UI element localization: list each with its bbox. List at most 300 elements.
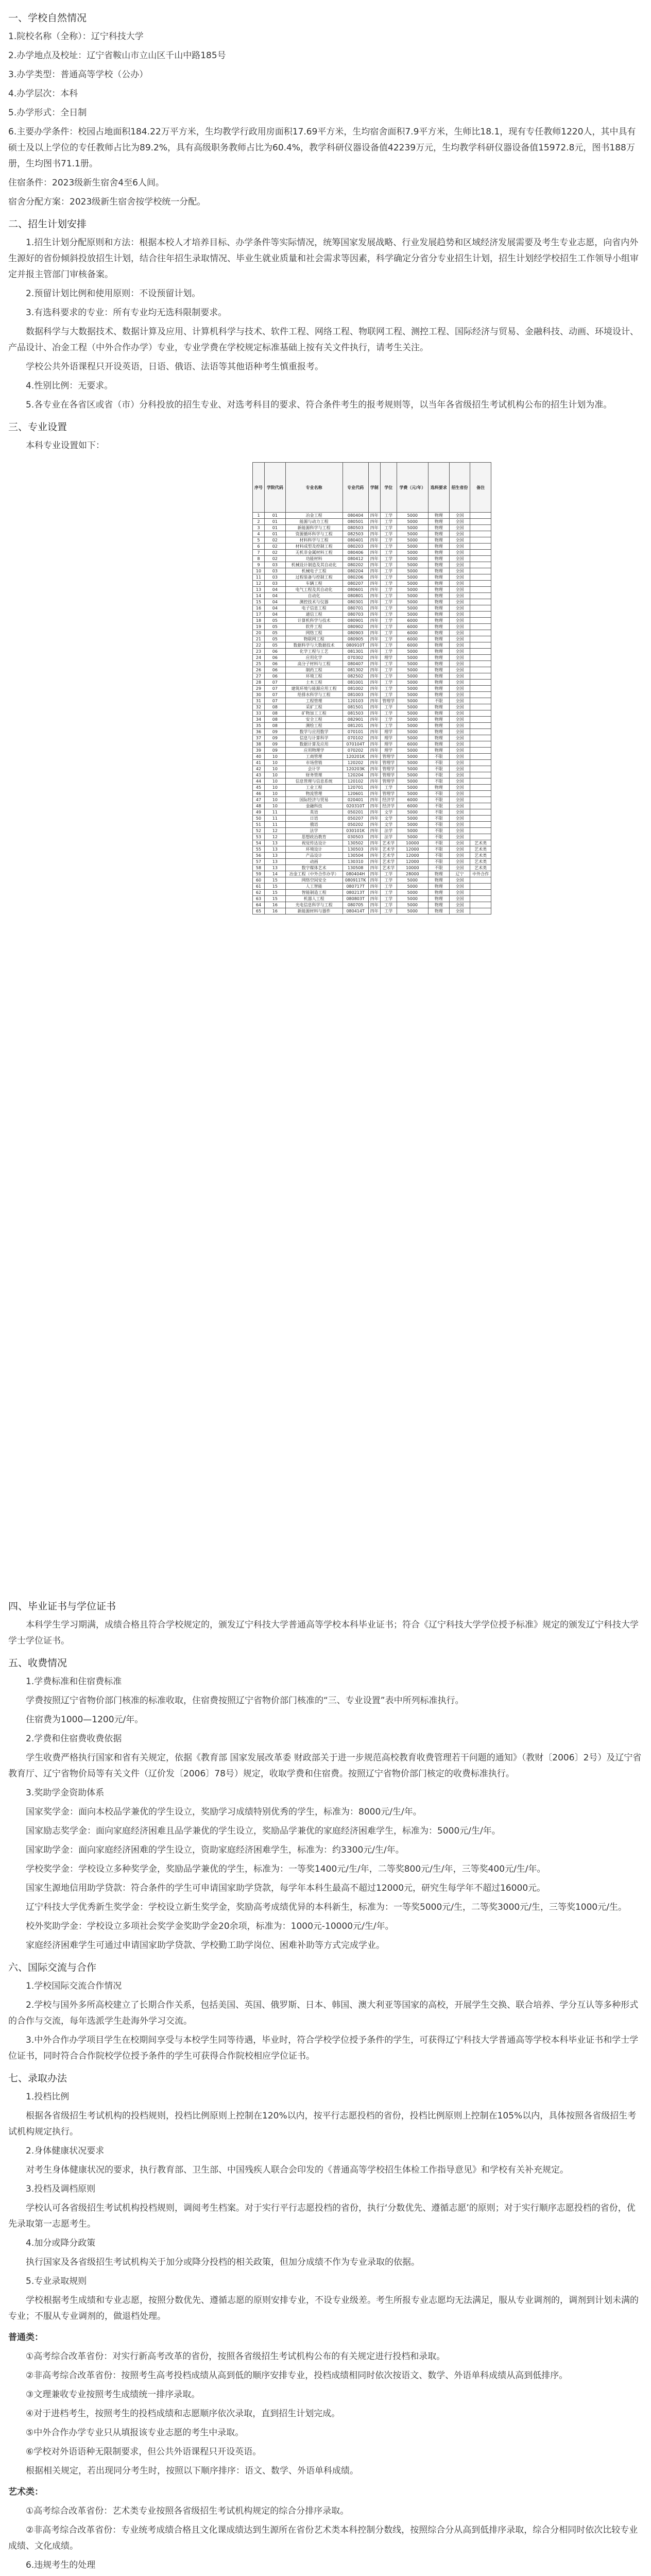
table-cell: 物理 (429, 908, 450, 914)
table-cell: 工学 (380, 587, 397, 593)
table-cell: 物理 (429, 574, 450, 581)
table-cell: 物理 (429, 785, 450, 791)
table-cell: 物理 (429, 704, 450, 710)
table-cell: 080911TK (342, 877, 368, 884)
school-address: 2.办学地点及校址：辽宁省鞍山市立山区千山中路185号 (8, 50, 226, 61)
table-cell: 5000 (397, 760, 428, 766)
table-cell: 5000 (397, 834, 428, 840)
table-cell: 功能材料 (285, 556, 342, 562)
admission-item: 2.身体健康状况要求 (26, 2146, 105, 2156)
table-row (253, 859, 491, 865)
table-cell (470, 556, 491, 562)
table-cell: 机械设计制造及其自动化 (285, 562, 342, 568)
table-cell: 全国 (449, 785, 470, 791)
table-cell: 080203 (342, 544, 368, 550)
table-cell: 国际经济与贸易 (285, 797, 342, 803)
table-cell: 四年 (368, 636, 380, 642)
plan-province: 5.各专业在各省区或省（市）分科投放的招生专业、对选考科目的要求、符合条件考生的报考规则等，以当年各省级招生考试机构公布的招生计划为准。 (26, 400, 612, 410)
table-cell: 全国 (449, 859, 470, 865)
table-row (253, 698, 491, 704)
table-cell: 工学 (380, 704, 397, 710)
table-cell: 物理 (429, 550, 450, 556)
table-cell: 40 (253, 754, 265, 760)
table-cell: 5000 (397, 772, 428, 778)
table-row (253, 661, 491, 667)
table-cell: 5000 (397, 896, 428, 902)
table-cell: 02 (265, 537, 286, 544)
table-cell: 四年 (368, 624, 380, 630)
table-header-cell: 学位 (380, 463, 397, 513)
table-cell: 5000 (397, 556, 428, 562)
table-cell: 理学 (380, 655, 397, 661)
table-cell: 全国 (449, 661, 470, 667)
table-cell: 9 (253, 562, 265, 568)
table-cell: 管理学 (380, 766, 397, 772)
table-cell: 全国 (449, 766, 470, 772)
section-7-heading: 七、录取办法 (8, 2073, 67, 2084)
table-cell: 产品设计 (285, 853, 342, 859)
table-cell: 工学 (380, 692, 397, 698)
admission-item: 5.专业录取规则 (26, 2276, 87, 2286)
table-cell: 全国 (449, 636, 470, 642)
table-row (253, 612, 491, 618)
table-cell: 11 (265, 822, 286, 828)
fee-item: 校外奖助学金：学校设立多项社会奖学金奖助学金20余项，标准为：1000元-10000元/生/年。 (26, 1921, 394, 1931)
table-cell: 全国 (449, 544, 470, 550)
table-cell: 不限 (429, 760, 450, 766)
table-cell: 51 (253, 822, 265, 828)
table-cell: 全国 (449, 704, 470, 710)
table-cell (470, 803, 491, 809)
table-cell: 5000 (397, 550, 428, 556)
table-cell: 全国 (449, 667, 470, 673)
table-cell: 新能源材料与器件 (285, 908, 342, 914)
table-cell: 020401 (342, 797, 368, 803)
table-cell: 艺术学 (380, 846, 397, 853)
table-cell: 21 (253, 636, 265, 642)
table-row (253, 871, 491, 877)
school-name: 1.院校名称（全称）：辽宁科技大学 (8, 31, 144, 42)
table-cell: 四年 (368, 667, 380, 673)
table-cell: 10 (265, 778, 286, 785)
table-cell: 13 (265, 840, 286, 846)
table-cell: 四年 (368, 785, 380, 791)
table-cell: 6000 (397, 797, 428, 803)
table-cell: 四年 (368, 766, 380, 772)
table-cell: 全国 (449, 568, 470, 574)
table-cell: 物理 (429, 537, 450, 544)
table-row (253, 642, 491, 649)
table-cell: 04 (265, 612, 286, 618)
table-cell: 18 (253, 618, 265, 624)
table-cell: 艺术类 (470, 853, 491, 859)
fee-item: 学费按照辽宁省物价部门核准的标准收取，住宿费按照辽宁省物价部门核准的“三、专业设置”表中所列标准执行。 (26, 1696, 464, 1706)
table-cell: 45 (253, 785, 265, 791)
table-row (253, 877, 491, 884)
table-cell: 01 (265, 525, 286, 531)
table-cell (470, 537, 491, 544)
table-cell: 管理学 (380, 698, 397, 704)
table-cell: 5000 (397, 655, 428, 661)
table-cell: 1 (253, 513, 265, 519)
table-cell: 工学 (380, 673, 397, 680)
table-row (253, 785, 491, 791)
table-cell: 全国 (449, 531, 470, 537)
table-cell: 6000 (397, 624, 428, 630)
table-cell: 物理 (429, 519, 450, 525)
table-cell: 26 (253, 667, 265, 673)
table-cell: 5000 (397, 816, 428, 822)
table-cell: 43 (253, 772, 265, 778)
table-cell: 5000 (397, 513, 428, 519)
table-cell: 全国 (449, 556, 470, 562)
table-cell: 5000 (397, 593, 428, 599)
table-cell: 工学 (380, 574, 397, 581)
table-cell: 6000 (397, 618, 428, 624)
table-cell: 四年 (368, 568, 380, 574)
table-cell: 5000 (397, 902, 428, 908)
table-cell: 5000 (397, 612, 428, 618)
table-cell: 全国 (449, 686, 470, 692)
fee-item: 国家助学金：面向家庭经济困难的学生设立，资助家庭经济困难学生，标准为：约3300元/生/年。 (26, 1845, 404, 1855)
table-row (253, 853, 491, 859)
misc-item: 6.违规考生的处理 (26, 2560, 96, 2570)
school-level: 4.办学层次：本科 (8, 89, 78, 99)
table-cell: 四年 (368, 686, 380, 692)
table-cell: 光电信息科学与工程 (285, 902, 342, 908)
table-cell: 工学 (380, 717, 397, 723)
table-cell: 数据科学与大数据技术 (285, 642, 342, 649)
table-cell: 081301 (342, 649, 368, 655)
table-cell: 物理 (429, 877, 450, 884)
table-cell (470, 618, 491, 624)
table-cell: 03 (265, 568, 286, 574)
table-cell: 四年 (368, 655, 380, 661)
table-cell (470, 766, 491, 772)
table-header-cell: 序号 (253, 463, 265, 513)
table-row (253, 760, 491, 766)
table-cell: 工学 (380, 537, 397, 544)
table-cell: 55 (253, 846, 265, 853)
table-cell: 120701 (342, 785, 368, 791)
table-cell: 四年 (368, 760, 380, 766)
table-cell: 不限 (429, 778, 450, 785)
table-row (253, 562, 491, 568)
table-cell (470, 698, 491, 704)
table-cell: 05 (265, 630, 286, 636)
table-row (253, 686, 491, 692)
art-heading: 艺术类： (8, 2487, 43, 2497)
table-cell: 5000 (397, 884, 428, 890)
table-cell: 08 (265, 704, 286, 710)
admission-item: 4.加分或降分政策 (26, 2238, 96, 2248)
table-cell: 全国 (449, 797, 470, 803)
table-cell: 5000 (397, 822, 428, 828)
table-cell: 物理 (429, 723, 450, 729)
table-cell: 动画 (285, 859, 342, 865)
table-cell: 物理 (429, 562, 450, 568)
table-cell (470, 710, 491, 717)
table-cell: 工学 (380, 636, 397, 642)
table-cell: 080401 (342, 537, 368, 544)
admission-item: 学校根据考生成绩和专业志愿，按照分数优先、遵循志愿的原则安排专业，不设专业级差。考生所报专业志愿均无法满足，服从专业调剂的，调剂到计划未满的专业；不服从专业调剂的，做退档处理。 (8, 2295, 639, 2321)
table-cell: 2 (253, 519, 265, 525)
table-cell: 全国 (449, 760, 470, 766)
table-row (253, 791, 491, 797)
table-cell: 物理 (429, 710, 450, 717)
table-cell: 04 (265, 593, 286, 599)
table-cell: 工学 (380, 618, 397, 624)
table-cell: 030101K (342, 828, 368, 834)
table-cell: 24 (253, 655, 265, 661)
table-cell: 07 (265, 680, 286, 686)
table-cell: 四年 (368, 859, 380, 865)
table-cell: 05 (265, 636, 286, 642)
table-row (253, 723, 491, 729)
table-cell: 10 (253, 568, 265, 574)
table-cell: 全国 (449, 717, 470, 723)
table-cell: 23 (253, 649, 265, 655)
table-cell (470, 673, 491, 680)
table-cell: 工学 (380, 605, 397, 612)
table-cell: 5000 (397, 717, 428, 723)
table-row (253, 649, 491, 655)
table-cell: 全国 (449, 890, 470, 896)
table-cell: 10 (265, 791, 286, 797)
table-cell: 工学 (380, 562, 397, 568)
table-row (253, 890, 491, 896)
table-cell: 52 (253, 828, 265, 834)
table-cell: 5000 (397, 562, 428, 568)
general-item: ①高考综合改革省份：对实行新高考改革的省份，按照各省级招生考试机构公布的有关规定进行投档和录取。 (26, 2351, 446, 2362)
table-row (253, 729, 491, 735)
table-row (253, 513, 491, 519)
table-cell: 机器人工程 (285, 896, 342, 902)
table-cell: 不限 (429, 791, 450, 797)
table-cell: 全国 (449, 816, 470, 822)
table-row (253, 846, 491, 853)
table-cell: 5000 (397, 754, 428, 760)
table-cell: 全国 (449, 754, 470, 760)
table-cell: 物理 (429, 568, 450, 574)
table-cell: 20 (253, 630, 265, 636)
table-cell: 4 (253, 531, 265, 537)
table-cell: 080204 (342, 568, 368, 574)
table-cell: 080901 (342, 618, 368, 624)
table-header-cell: 专业名称 (285, 463, 342, 513)
table-cell (470, 791, 491, 797)
table-cell: 5 (253, 537, 265, 544)
table-row (253, 630, 491, 636)
table-cell: 03 (265, 562, 286, 568)
table-cell: 四年 (368, 865, 380, 871)
major-table (252, 462, 491, 914)
table-cell: 应用物理学 (285, 748, 342, 754)
table-cell: 5000 (397, 723, 428, 729)
table-cell: 07 (265, 686, 286, 692)
fee-item: 1.学费标准和住宿费标准 (26, 1676, 122, 1687)
table-cell: 全国 (449, 630, 470, 636)
table-cell: 10 (265, 797, 286, 803)
table-cell: 6000 (397, 803, 428, 809)
table-cell (470, 525, 491, 531)
school-form: 5.办学形式：全日制 (8, 108, 87, 118)
table-cell: 19 (253, 624, 265, 630)
table-cell: 04 (265, 599, 286, 605)
table-cell: 34 (253, 717, 265, 723)
table-header-cell: 专业代码 (342, 463, 368, 513)
table-cell: 5000 (397, 568, 428, 574)
table-cell (470, 748, 491, 754)
table-cell: 38 (253, 741, 265, 748)
table-cell: 四年 (368, 605, 380, 612)
table-cell: 管理学 (380, 778, 397, 785)
table-cell: 车辆工程 (285, 581, 342, 587)
table-cell: 32 (253, 704, 265, 710)
table-cell: 四年 (368, 846, 380, 853)
table-cell: 不限 (429, 797, 450, 803)
table-cell: 070202 (342, 748, 368, 754)
table-cell: 13 (265, 865, 286, 871)
table-cell: 四年 (368, 723, 380, 729)
table-cell: 10 (265, 785, 286, 791)
table-cell: 59 (253, 871, 265, 877)
table-row (253, 550, 491, 556)
table-cell: 120202 (342, 760, 368, 766)
table-cell (470, 550, 491, 556)
table-cell: 10 (265, 772, 286, 778)
table-cell: 数字媒体艺术 (285, 865, 342, 871)
table-row (253, 834, 491, 840)
table-cell: 人工智能 (285, 884, 342, 890)
table-row (253, 556, 491, 562)
table-cell: 高分子材料与工程 (285, 661, 342, 667)
table-cell: 四年 (368, 550, 380, 556)
table-cell: 工学 (380, 599, 397, 605)
table-cell: 全国 (449, 618, 470, 624)
table-cell: 物理 (429, 902, 450, 908)
table-cell: 工学 (380, 680, 397, 686)
table-header-cell: 学费（元/年） (397, 463, 428, 513)
table-cell: 15 (265, 884, 286, 890)
table-cell: 全国 (449, 692, 470, 698)
table-cell: 管理学 (380, 754, 397, 760)
table-header-cell: 选科要求 (429, 463, 450, 513)
table-cell: 不限 (429, 772, 450, 778)
table-cell: 工学 (380, 908, 397, 914)
table-row (253, 680, 491, 686)
table-cell: 物理 (429, 649, 450, 655)
fee-item: 国家奖学金：面向本校品学兼优的学生设立，奖励学习成绩特别优秀的学生，标准为：8000元/生/年。 (26, 1807, 422, 1817)
table-cell: 130310 (342, 859, 368, 865)
table-cell: 080903 (342, 630, 368, 636)
table-cell: 四年 (368, 587, 380, 593)
table-cell (470, 636, 491, 642)
table-cell: 计算机科学与技术 (285, 618, 342, 624)
table-cell: 全国 (449, 778, 470, 785)
table-row (253, 581, 491, 587)
table-cell (470, 513, 491, 519)
table-row (253, 710, 491, 717)
general-item: ⑤中外合作办学专业只从填报该专业志愿的考生中录取。 (26, 2428, 244, 2438)
table-cell: 120103 (342, 698, 368, 704)
table-cell (470, 704, 491, 710)
table-cell: 理学 (380, 735, 397, 741)
table-cell: 全国 (449, 649, 470, 655)
table-cell: 法学 (380, 828, 397, 834)
table-cell: 艺术学 (380, 840, 397, 846)
table-cell: 080601 (342, 587, 368, 593)
table-cell: 06 (265, 673, 286, 680)
table-cell: 四年 (368, 642, 380, 649)
table-cell: 8 (253, 556, 265, 562)
table-cell: 不限 (429, 840, 450, 846)
table-row (253, 865, 491, 871)
table-cell: 全国 (449, 562, 470, 568)
table-cell: 5000 (397, 667, 428, 673)
table-cell: 矿物加工工程 (285, 710, 342, 717)
table-cell: 5000 (397, 599, 428, 605)
table-cell: 工学 (380, 593, 397, 599)
table-cell: 5000 (397, 778, 428, 785)
table-cell: 四年 (368, 698, 380, 704)
plan-gender: 4.性别比例：无要求。 (26, 381, 113, 391)
table-cell: 物理 (429, 717, 450, 723)
table-cell: 不限 (429, 828, 450, 834)
table-cell: 理学 (380, 748, 397, 754)
table-cell: 08 (265, 723, 286, 729)
intl-item: 3.中外合作办学项目学生在校期间享受与本校学生同等待遇，毕业时，符合学校学位授予条件的学生，可获得辽宁科技大学普通高等学校本科毕业证书和学士学位证书，同时符合合作院校学位授予条件的学生可获得合作院校相应学位证书。 (8, 2035, 639, 2061)
table-cell: 全国 (449, 846, 470, 853)
table-cell: 01 (265, 519, 286, 525)
table-cell: 四年 (368, 853, 380, 859)
table-cell: 四年 (368, 612, 380, 618)
table-cell: 080207 (342, 581, 368, 587)
table-cell: 四年 (368, 908, 380, 914)
table-cell: 法学 (285, 828, 342, 834)
certificate-text: 本科学生学习期满，成绩合格且符合学校规定的，颁发辽宁科技大学普通高等学校本科毕业证书；符合《辽宁科技大学学位授予标准》规定的颁发辽宁科技大学学士学位证书。 (8, 1620, 639, 1646)
table-cell: 化学工程与工艺 (285, 649, 342, 655)
table-cell: 12000 (397, 846, 428, 853)
table-cell: 31 (253, 698, 265, 704)
table-cell: 5000 (397, 587, 428, 593)
table-cell: 环境工程 (285, 673, 342, 680)
table-row (253, 593, 491, 599)
table-cell: 11 (253, 574, 265, 581)
table-cell: 06 (265, 655, 286, 661)
table-cell: 08 (265, 717, 286, 723)
table-row (253, 574, 491, 581)
table-cell: 62 (253, 890, 265, 896)
table-cell: 28 (253, 680, 265, 686)
table-cell (470, 778, 491, 785)
table-cell: 6000 (397, 642, 428, 649)
table-cell: 四年 (368, 704, 380, 710)
table-cell: 四年 (368, 544, 380, 550)
admission-item: 对考生身体健康状况的要求，执行教育部、卫生部、中国残疾人联合会印发的《普通高等学校招生体检工作指导意见》和学校有关补充规定。 (26, 2165, 569, 2175)
table-cell (470, 822, 491, 828)
table-row (253, 766, 491, 772)
fee-item: 3.奖助学金资助体系 (26, 1788, 105, 1798)
table-cell: 物理 (429, 680, 450, 686)
table-cell: 四年 (368, 710, 380, 717)
admission-item: 根据各省级招生考试机构的投档规则，投档比例原则上控制在120%以内，按平行志愿投档的省份，投档比例原则上控制在105%以内，具体按照各省级招生考试机构规定执行。 (8, 2111, 637, 2137)
table-cell: 材料成型及控制工程 (285, 544, 342, 550)
table-cell: 6000 (397, 630, 428, 636)
table-cell: 文学 (380, 822, 397, 828)
table-cell: 物理 (429, 667, 450, 673)
table-cell: 09 (265, 735, 286, 741)
